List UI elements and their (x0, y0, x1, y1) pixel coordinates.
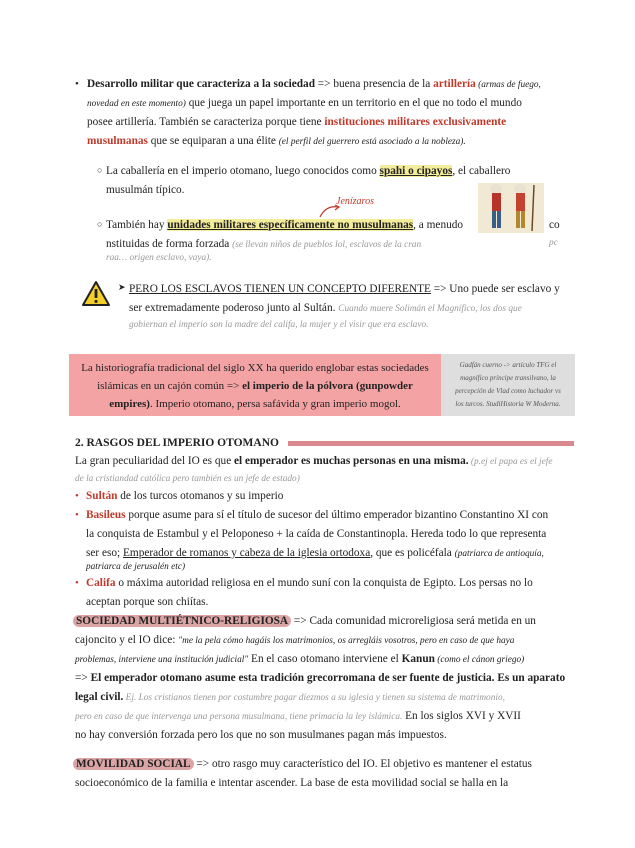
text: porque asume para sí el título de sucesor del último emperador bizantino Constantino XI con (125, 509, 549, 521)
callout-line-2 (69, 377, 441, 395)
text: posee artillería. También se caracteriza porque tiene (87, 116, 325, 128)
bullet: • (75, 490, 79, 502)
side-note-line: los turcos. StudiHistoria W Moderna. (455, 400, 561, 408)
red-text: artillería (433, 78, 476, 90)
califa-line-2: aceptan porque son chiítas. (86, 596, 209, 608)
grey-note-line: gobiernan el imperio son la madre del califa, la mujer y el visir que era esclavo. (129, 320, 429, 330)
bullet-1-line-3 (87, 113, 506, 132)
text: que se equiparan a una élite (147, 135, 279, 147)
warning-icon (81, 280, 111, 307)
text: . Imperio otomano, persa safávida y gran imperio mogol. (149, 398, 401, 410)
arrow-right-icon: ➤ (118, 282, 126, 292)
callout-line-3 (69, 395, 441, 413)
italic-note: (armas de fuego, (475, 80, 541, 90)
italic-note: (el perfil del guerrero está asociado a la nobleza). (278, 137, 466, 147)
text: ser eso; (86, 547, 124, 559)
mobility-line-2: socioeconómico de la familia e intentar ascender. La base de esta movilidad social se halla en la (75, 777, 509, 789)
grey-note: Cuando muere Solimán el Magnífico, los dos que (338, 304, 522, 314)
society-line-5 (75, 688, 505, 708)
bold-text: El emperador otomano asume esta tradición grecorromana de ser fuente de justicia. Es un aparato (90, 672, 566, 684)
sub-bullet-2-line-1 (106, 216, 463, 235)
underlined-text: Emperador de romanos y cabeza de la iglesia ortodoxa (123, 547, 371, 559)
text: nstituidas de forma forzada (106, 238, 233, 250)
basileus-line-1 (86, 506, 548, 525)
red-term: Basileus (86, 509, 126, 521)
handwritten-annotation: Jenízaros (336, 196, 374, 207)
text: La gran peculiaridad del IO es que (75, 455, 235, 467)
sub-bullet: ○ (97, 165, 103, 175)
text: También hay (106, 219, 168, 231)
society-line-7: no hay conversión forzada pero los que no son musulmanes pagan más impuestos. (75, 729, 447, 741)
italic-quote: problemas, interviene una institución judicial" (75, 655, 249, 665)
text: La caballería en el imperio otomano, luego conocidos como (106, 165, 380, 177)
society-line-2 (75, 631, 514, 651)
caps-text: PERO LOS ESCLAVOS TIENEN UN CONCEPTO DIFERENTE (129, 283, 431, 295)
society-line-4 (75, 669, 565, 688)
text: => Cada comunidad microreligiosa será metida en un (291, 615, 536, 627)
text: , a menudo (413, 219, 464, 231)
text: => (75, 672, 91, 684)
text: => Uno puede ser esclavo y (430, 283, 560, 295)
text: islámicas en un cajón común => (97, 380, 243, 392)
text: En los siglos XVI y XVII (402, 710, 521, 722)
italic-note-line: patriarca de jerusalén etc) (86, 562, 186, 572)
bold-text: legal civil. (75, 691, 124, 703)
grey-note: Ej. Los cristianos tienen por costumbre pagar diezmos a su iglesia y tienen su sistema de matrimonio, (123, 693, 505, 703)
bold-text: Kanun (401, 653, 435, 665)
janissaries-illustration (478, 183, 544, 233)
highlighted-term: spahi o cipayos (379, 165, 453, 177)
side-note-line: percepción de Vlad como luchador vs (455, 387, 561, 395)
italic-note: (como el cánon griego) (434, 655, 525, 665)
warning-line-2 (129, 299, 522, 319)
grey-note: (p.ej el papa es el jefe (468, 457, 553, 467)
italic-quote: "me la pela cómo hagáis los matrimonios, os arregláis vosotros, pero en caso de que haya (178, 636, 515, 646)
text: cajoncito y el IO dice: (75, 634, 179, 646)
italic-note: (patriarca de antioquía, (454, 549, 544, 559)
grey-note-line: raa… origen esclavo, vaya). (106, 253, 212, 263)
califa-line-1 (86, 574, 533, 593)
bullet-1-line-1 (87, 75, 541, 95)
heading-rule (288, 441, 574, 446)
society-tag: SOCIEDAD MULTIÉTNICO-RELIGIOSA (73, 615, 291, 627)
text: que juega un papel importante en un territorio en el que no todo el mundo (185, 97, 522, 109)
grey-note-fragment: pc (549, 238, 558, 248)
society-line-3 (75, 650, 524, 670)
mobility-line-1 (73, 755, 532, 774)
sultan-line (86, 487, 283, 506)
sub-bullet: ○ (97, 219, 103, 229)
text: , el caballero (452, 165, 511, 177)
text: => otro rasgo muy característico del IO. El objetivo es mantener el estatus (193, 758, 532, 770)
section-heading: 2. RASGOS DEL IMPERIO OTOMANO (75, 437, 279, 449)
bold-text: Desarrollo militar que caracteriza a la sociedad (87, 78, 315, 90)
text: => buena presencia de la (314, 78, 434, 90)
grey-note: pero en caso de que intervenga una persona musulmana, tiene primacía la ley islámica. (75, 712, 403, 722)
bullet-1-line-2 (87, 94, 522, 114)
text: de los turcos otomanos y su imperio (117, 490, 284, 502)
side-note-line: magnífico príncipe transilvano, la (460, 374, 556, 382)
text: o máxima autoridad religiosa en el mundo suní con la conquista de Egipto. Los persas no lo (115, 577, 533, 589)
callout-line-1: La historiografía tradicional del siglo XX ha querido englobar estas sociedades (81, 362, 429, 374)
red-term: Califa (86, 577, 116, 589)
bold-text: el emperador es muchas personas en una misma. (234, 455, 469, 467)
warning-line-1 (129, 280, 560, 299)
para-1-line-1 (75, 452, 552, 472)
text: En el caso otomano interviene el (248, 653, 402, 665)
text: , que es policéfala (370, 547, 455, 559)
red-term: Sultán (86, 490, 118, 502)
side-note-box (441, 354, 575, 416)
society-line-1 (73, 612, 536, 631)
callout-box (69, 354, 441, 416)
grey-note-line: de la cristiandad católica pero también es un jefe de estado) (75, 474, 300, 484)
sub-bullet-1-line-1 (106, 162, 510, 181)
bold-text: empires) (109, 398, 150, 410)
red-text: instituciones militares exclusivamente (324, 116, 507, 128)
bullet: • (75, 509, 79, 521)
italic-note: novedad en este momento) (87, 99, 186, 109)
bullet-1-line-4 (87, 132, 466, 152)
red-text: musulmanas (87, 135, 148, 147)
highlighted-term: unidades militares específicamente no musulmanas (167, 219, 414, 231)
mobility-tag: MOVILIDAD SOCIAL (73, 758, 194, 770)
society-line-6 (75, 707, 521, 727)
basileus-line-2: la conquista de Estambul y el Peloponeso + la caída de Constantinopla. Hereda todo lo que representa (86, 528, 547, 540)
sub-bullet-1-line-2: musulmán típico. (106, 184, 185, 196)
bullet: • (75, 577, 79, 589)
side-note-line: Gadfán cuerno -> artículo TFG el (459, 361, 557, 369)
grey-note: (se llevan niños de pueblos lol, esclavos de la cran (232, 240, 422, 250)
bold-text: el imperio de la pólvora (gunpowder (242, 380, 413, 392)
text-fragment: co (549, 219, 560, 231)
bullet: • (75, 78, 79, 90)
text: ser extremadamente poderoso junto al Sultán. (129, 302, 339, 314)
